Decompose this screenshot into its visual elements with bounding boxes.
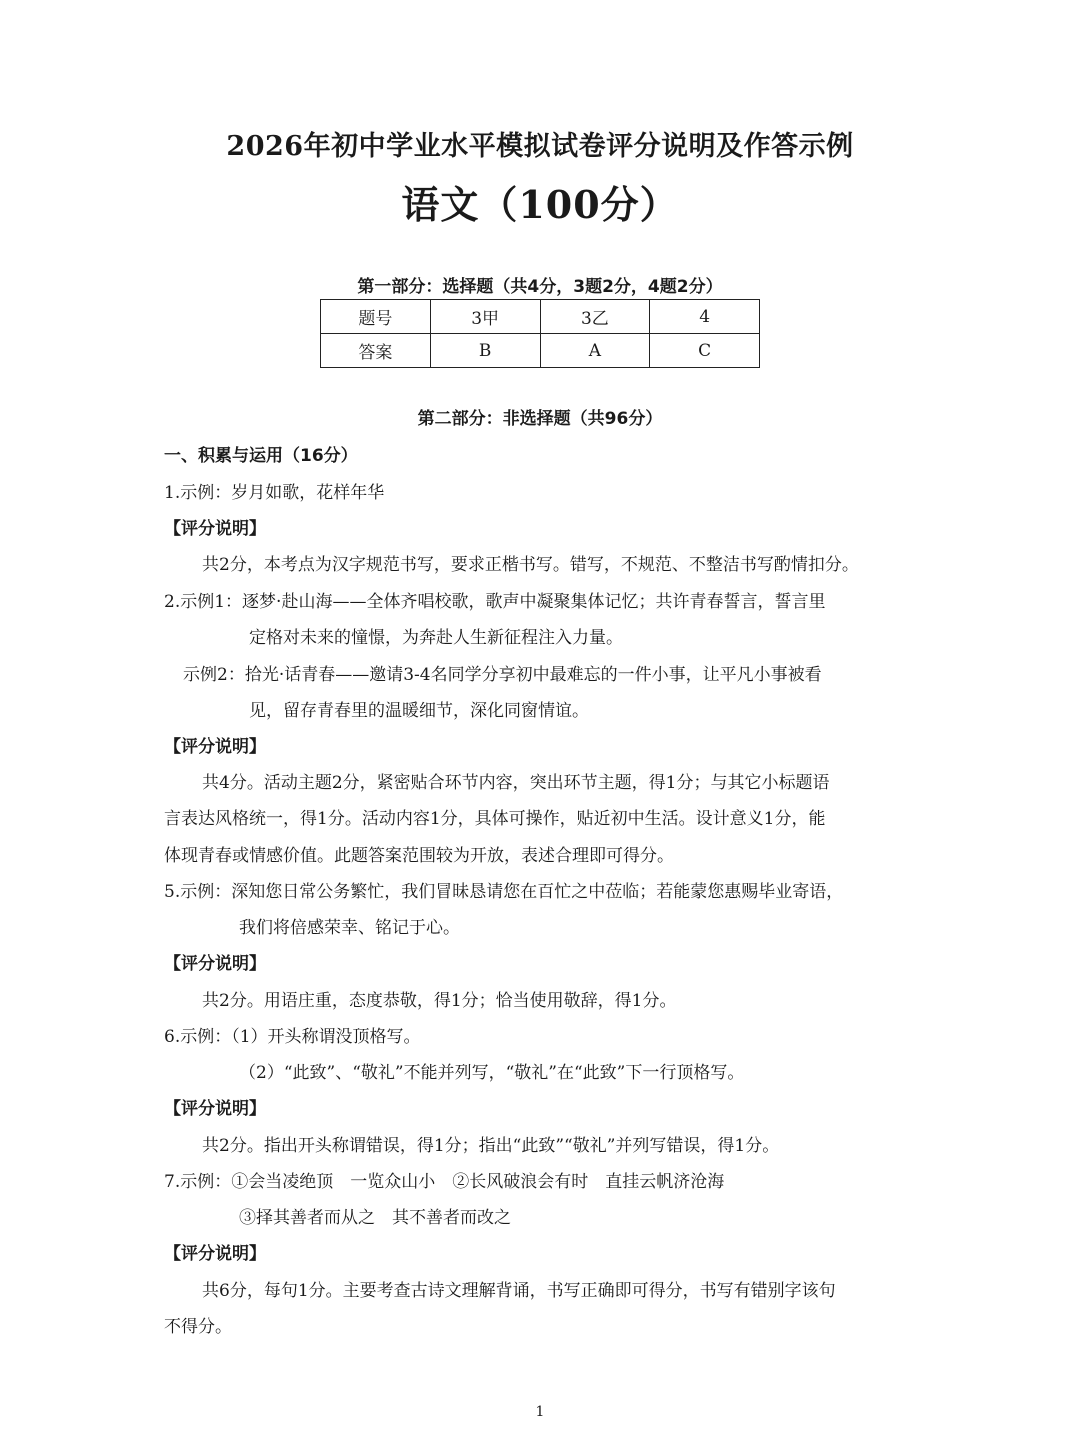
q2-line: 定格对未来的憧憬，为奔赴人生新征程注入力量。 [249,628,623,648]
table-row [321,300,760,334]
subject-title: 语文（100分） [401,182,679,227]
document-title: 2026年初中学业水平模拟试卷评分说明及作答示例 [226,131,854,162]
table-cell: A [540,334,650,368]
q5-line: 5.示例：深知您日常公务繁忙，我们冒昧恳请您在百忙之中莅临；若能蒙您惠赐毕业寄语， [164,882,844,902]
table-cell-label: 答案 [321,334,431,368]
q7-line: 7.示例：①会当凌绝顶 一览众山小 ②长风破浪会有时 直挂云帆济沧海 [164,1172,725,1192]
q6-note: 共2分。指出开头称谓错误，得1分；指出“此致”“敬礼”并列写错误，得1分。 [202,1136,780,1156]
section1-heading: 一、积累与运用（16分） [164,446,358,466]
rubric-label: 【评分说明】 [164,1244,266,1264]
table-cell: 3甲 [430,300,540,334]
table-cell: 4 [650,300,760,334]
rubric-label: 【评分说明】 [164,1099,266,1119]
part1-heading: 第一部分：选择题（共4分，3题2分，4题2分） [357,277,723,297]
part2-heading: 第二部分：非选择题（共96分） [417,409,663,429]
q7-note: 共6分，每句1分。主要考查古诗文理解背诵，书写正确即可得分，书写有错别字该句 [202,1281,836,1301]
q2-line: 见，留存青春里的温暖细节，深化同窗情谊。 [249,701,589,721]
rubric-label: 【评分说明】 [164,954,266,974]
table-cell: 3乙 [540,300,650,334]
q2-line: 2.示例1：逐梦·赴山海——全体齐唱校歌，歌声中凝聚集体记忆；共许青春誓言，誓言里 [164,592,826,612]
answer-table [320,299,760,368]
q7-line: ③择其善者而从之 其不善者而改之 [239,1208,511,1228]
rubric-label: 【评分说明】 [164,519,266,539]
q5-note: 共2分。用语庄重，态度恭敬，得1分；恰当使用敬辞，得1分。 [202,991,677,1011]
q7-note: 不得分。 [164,1317,232,1337]
table-cell-label: 题号 [321,300,431,334]
q1-answer: 1.示例：岁月如歌，花样年华 [164,483,385,503]
q1-note: 共2分，本考点为汉字规范书写，要求正楷书写。错写，不规范、不整洁书写酌情扣分。 [202,555,859,575]
q2-line: 示例2：拾光·话青春——邀请3-4名同学分享初中最难忘的一件小事，让平凡小事被看 [183,665,822,685]
q5-line: 我们将倍感荣幸、铭记于心。 [239,918,460,938]
q2-note: 言表达风格统一，得1分。活动内容1分，具体可操作，贴近初中生活。设计意义1分，能 [164,809,826,829]
q2-note: 共4分。活动主题2分，紧密贴合环节内容，突出环节主题，得1分；与其它小标题语 [202,773,830,793]
q6-line: 6.示例：（1）开头称谓没顶格写。 [164,1027,421,1047]
q6-line: （2）“此致”、“敬礼”不能并列写，“敬礼”在“此致”下一行顶格写。 [239,1063,745,1083]
rubric-label: 【评分说明】 [164,737,266,757]
table-cell: C [650,334,760,368]
page-number: 1 [535,1404,545,1420]
table-cell: B [430,334,540,368]
table-row [321,334,760,368]
q2-note: 体现青春或情感价值。此题答案范围较为开放，表述合理即可得分。 [164,846,674,866]
